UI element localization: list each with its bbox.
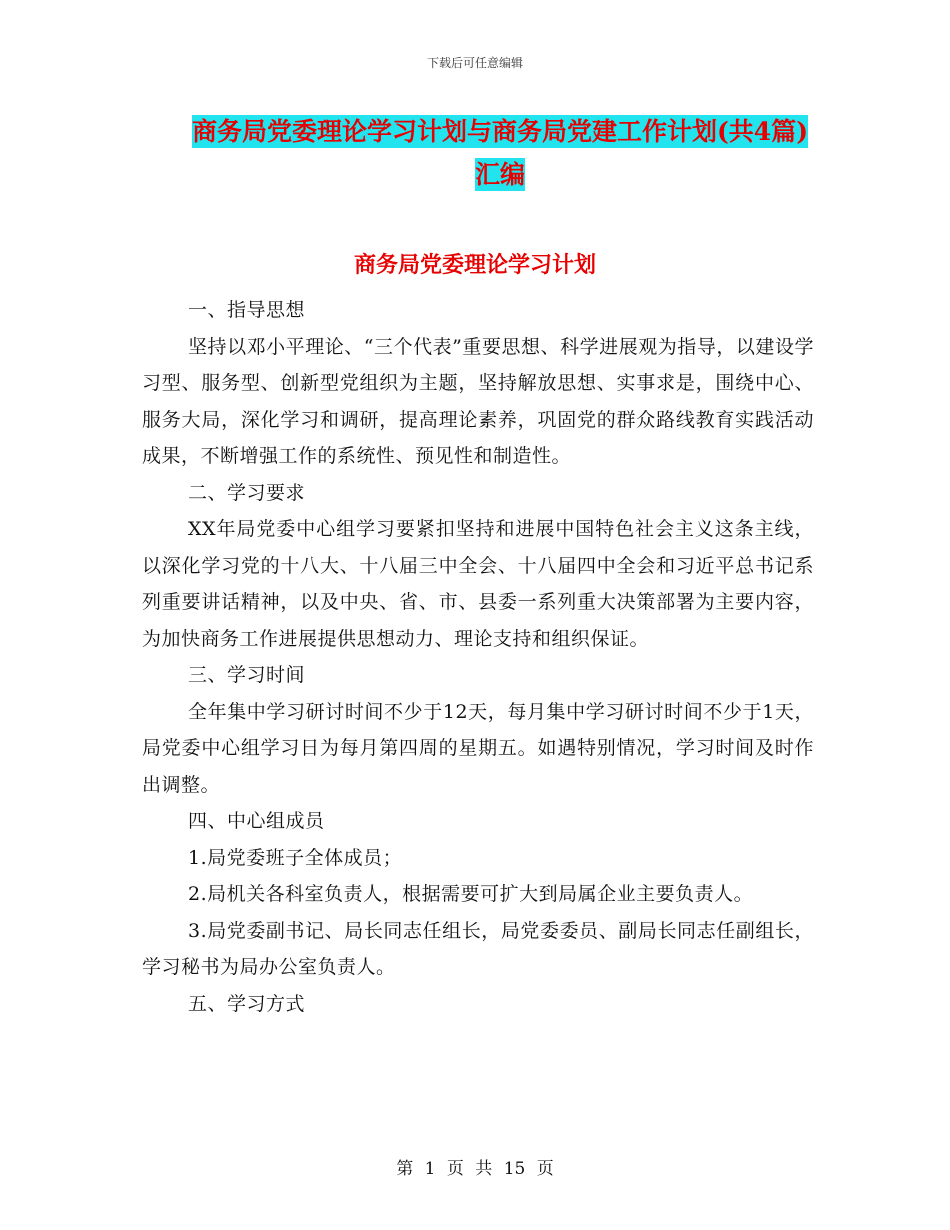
heading-study-time: 三、学习时间 — [188, 664, 306, 686]
document-body — [142, 292, 814, 1022]
heading-guiding-ideology: 一、指导思想 — [188, 299, 306, 321]
paragraph-study-requirements: XX年局党委中心组学习要紧扣坚持和进展中国特色社会主义这条主线，以深化学习党的十八大、十八届三中全会、十八届四中全会和习近平总书记系列重要讲话精神，以及中央、省、市、县委一系列重大决策部署为主要内容，为加快商务工作进展提供思想动力、理论支持和组织保证。 — [142, 518, 814, 650]
heading-group-members: 四、中心组成员 — [188, 810, 325, 832]
header-note: 下载后可任意编辑 — [426, 56, 523, 70]
document-title — [190, 110, 810, 196]
document-title-text: 商务局党委理论学习计划与商务局党建工作计划(共4篇)汇编 — [191, 117, 809, 189]
paragraph-guiding-ideology: 坚持以邓小平理论、“三个代表”重要思想、科学进展观为指导，以建设学习型、服务型、创新型党组织为主题，坚持解放思想、实事求是，围绕中心、服务大局，深化学习和调研，提高理论素养，巩固党的群众路线教育实践活动成果，不断增强工作的系统性、预见性和制造性。 — [142, 335, 814, 467]
heading-study-requirements: 二、学习要求 — [188, 481, 306, 504]
paragraph-study-time: 全年集中学习研讨时间不少于12天，每月集中学习研讨时间不少于1天，局党委中心组学习日为每月第四周的星期五。如遇特别情况，学习时间及时作出调整。 — [142, 700, 814, 796]
list-item-members-3: 3.局党委副书记、局长同志任组长，局党委委员、副局长同志任副组长，学习秘书为局办公室负责人。 — [142, 919, 814, 978]
section-title: 商务局党委理论学习计划 — [353, 252, 596, 278]
list-item-members-2: 2.局机关各科室负责人，根据需要可扩大到局属企业主要负责人。 — [188, 883, 754, 905]
list-item-members-1: 1.局党委班子全体成员； — [188, 846, 403, 869]
heading-study-method: 五、学习方式 — [188, 992, 306, 1015]
page-footer: 第 1 页 共 15 页 — [396, 1159, 554, 1179]
